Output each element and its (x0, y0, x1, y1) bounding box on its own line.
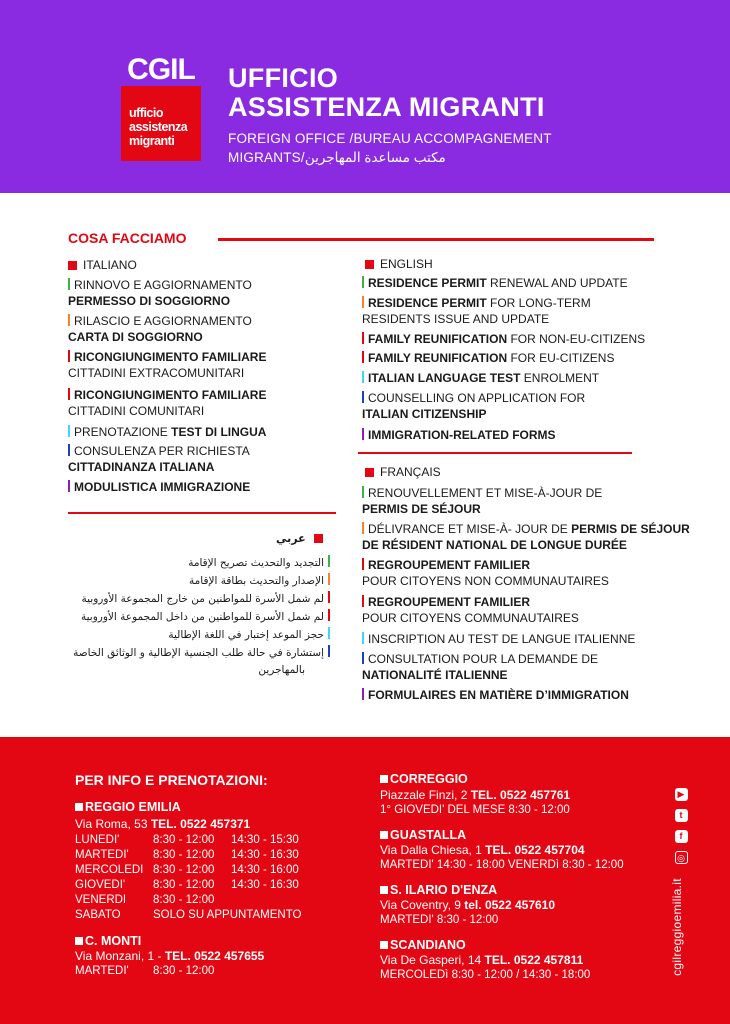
item-text: RILASCIO E AGGIORNAMENTO (74, 314, 252, 328)
item-text: PRENOTAZIONE (74, 425, 168, 439)
item-text: RENOUVELLEMENT ET MISE-À-JOUR DE (368, 486, 603, 500)
list-item (362, 371, 599, 387)
page-subtitle (228, 129, 552, 167)
list-item-continuation (258, 662, 305, 679)
schedule-row (75, 893, 301, 908)
item-text: POUR CITOYENS NON COMMUNAUTAIRES (362, 573, 609, 588)
lang-label: FRANÇAIS (380, 465, 441, 479)
schedule-row (75, 908, 301, 923)
phone-number[interactable]: tel. 0522 457610 (464, 898, 556, 912)
divider (358, 452, 632, 454)
list-item (82, 591, 331, 608)
title-line-2: ASSISTENZA MIGRANTI (228, 92, 545, 122)
color-bar (328, 609, 330, 621)
phone-number[interactable]: TEL. 0522 457761 (470, 788, 571, 802)
white-square-icon (380, 941, 388, 949)
list-item (362, 632, 635, 648)
hours-pm: 14:30 - 16:30 (231, 849, 299, 861)
phone-number[interactable]: TEL. 0522 457655 (164, 949, 265, 963)
color-bar (362, 276, 364, 288)
item-text: FOR NON-EU-CITIZENS (507, 332, 646, 346)
day: MARTEDI' (75, 849, 129, 861)
day: VENERDI (75, 894, 127, 906)
section-title: COSA FACCIAMO (68, 230, 187, 246)
lang-header-italiano (68, 258, 137, 272)
logo-line: migranti (129, 134, 175, 148)
facebook-icon[interactable]: f (675, 830, 688, 843)
item-text: بالمهاجرين (258, 664, 305, 676)
list-item (362, 332, 645, 348)
day: SABATO (75, 909, 121, 921)
phone-number[interactable]: TEL. 0522 457704 (485, 843, 585, 857)
hours-pm: 14:30 - 16:30 (231, 879, 299, 891)
item-text: لم شمل الأسرة للمواطنين من داخل المجموعة الأوروبية (81, 611, 324, 623)
red-square-icon (365, 260, 374, 269)
schedule-monti (75, 964, 214, 979)
item-bold-text: FORMULAIRES EN MATIÈRE D’IMMIGRATION (368, 688, 629, 702)
color-bar (362, 652, 364, 664)
list-item (362, 351, 614, 367)
list-item (362, 428, 556, 444)
list-item (68, 388, 266, 419)
list-item (68, 480, 250, 496)
list-item (68, 425, 266, 441)
schedule-row (75, 964, 214, 979)
item-text: DÉLIVRANCE ET MISE-À- JOUR DE (368, 522, 572, 536)
list-item (68, 350, 266, 381)
address (380, 898, 555, 913)
item-text: RESIDENTS ISSUE AND UPDATE (362, 311, 550, 326)
list-item (68, 314, 252, 345)
header-band (0, 0, 730, 193)
location-reggio-emilia (75, 800, 181, 815)
list-item (362, 558, 609, 589)
lang-label: ITALIANO (83, 258, 137, 272)
page-title (228, 64, 545, 122)
red-square-icon (314, 534, 323, 543)
red-square-icon (365, 468, 374, 477)
list-item (362, 652, 598, 683)
list-item (362, 296, 591, 327)
location-correggio (380, 772, 468, 787)
red-square-icon (68, 261, 77, 270)
address-text: Via Roma, 53 (75, 817, 151, 831)
social-icons (672, 788, 690, 864)
color-bar (68, 388, 70, 400)
item-text: FOR EU-CITIZENS (507, 351, 615, 365)
phone-number[interactable]: TEL. 0522 457811 (484, 953, 584, 967)
color-bar (68, 480, 70, 492)
item-bold-text: RESIDENCE PERMIT (368, 296, 487, 310)
lang-header-english (365, 257, 433, 271)
item-bold-text: RICONGIUNGIMENTO FAMILIARE (74, 350, 267, 364)
item-text: إستشارة في حالة طلب الجنسية الإطالية و الوثائق الخاصة (73, 647, 324, 659)
item-bold-text: NATIONALITÉ ITALIENNE (362, 667, 508, 682)
cgil-logo (118, 54, 204, 164)
item-bold-text: ITALIAN LANGUAGE TEST (368, 371, 521, 385)
item-bold-text: RESIDENCE PERMIT (368, 276, 487, 290)
list-item (81, 609, 330, 626)
lang-label: عربي (276, 532, 306, 545)
color-bar (328, 645, 330, 657)
list-item (168, 627, 330, 644)
website-link[interactable]: cgilreggioemilia.it (670, 878, 684, 976)
address (380, 788, 570, 803)
list-item (362, 486, 602, 517)
white-square-icon (380, 831, 388, 839)
location-guastalla (380, 828, 466, 843)
info-heading: PER INFO E PRENOTAZIONI: (75, 772, 268, 788)
address-text: Via Coventry, 9 (380, 898, 465, 912)
day: MARTEDI' (75, 965, 129, 977)
color-bar (362, 632, 364, 644)
address-text: Via Dalla Chiesa, 1 (380, 843, 486, 857)
list-item (188, 555, 330, 572)
list-item (68, 278, 252, 309)
logo-line: ufficio (129, 106, 163, 120)
list-item (73, 645, 330, 662)
schedule-row (75, 833, 301, 848)
color-bar (362, 522, 364, 534)
color-bar (362, 558, 364, 570)
color-bar (68, 278, 70, 290)
item-bold-text: CITTADINANZA ITALIANA (68, 459, 215, 474)
hours: 1° GIOVEDI' DEL MESE 8:30 - 12:00 (380, 804, 570, 816)
location-name: REGGIO EMILIA (85, 800, 181, 814)
location-name: CORREGGIO (390, 772, 468, 786)
item-bold-text: ITALIAN CITIZENSHIP (362, 406, 487, 421)
list-item (362, 688, 629, 704)
schedule-reggio (75, 833, 301, 923)
address (380, 953, 583, 968)
item-text: CONSULTATION POUR LA DEMANDE DE (368, 652, 599, 666)
logo-red-box (121, 86, 201, 161)
white-square-icon (380, 775, 388, 783)
instagram-icon[interactable]: ◎ (675, 851, 688, 864)
logo-line: assistenza (129, 120, 188, 134)
color-bar (362, 688, 364, 700)
item-text: RINNOVO E AGGIORNAMENTO (74, 278, 252, 292)
hours-am: 8:30 - 12:00 (153, 849, 215, 861)
color-bar (328, 555, 330, 567)
item-text: CITTADINI COMUNITARI (68, 403, 205, 418)
hours: MARTEDI' 8:30 - 12:00 (380, 914, 499, 926)
color-bar (362, 332, 364, 344)
location-name: S. ILARIO D'ENZA (390, 883, 498, 897)
subtitle-line-1: FOREIGN OFFICE /BUREAU ACCOMPAGNEMENT (228, 131, 552, 146)
color-bar (328, 573, 330, 585)
item-bold-text: CARTA DI SOGGIORNO (68, 329, 203, 344)
item-bold-text: REGROUPEMENT FAMILIER (368, 558, 531, 572)
item-bold-text: DE RÉSIDENT NATIONAL DE LONGUE DURÉE (362, 537, 627, 552)
color-bar (68, 425, 70, 437)
item-text: INSCRIPTION AU TEST DE LANGUE ITALIENNE (368, 632, 636, 646)
subtitle-line-2: MIGRANTS/مكتب مساعدة المهاجرين (228, 150, 446, 165)
schedule-row (75, 848, 301, 863)
schedule-row (75, 878, 301, 893)
color-bar (362, 296, 364, 308)
divider (68, 512, 336, 514)
hours-am: 8:30 - 12:00 (153, 864, 215, 876)
day: GIOVEDI' (75, 879, 126, 891)
twitter-icon[interactable]: t (675, 809, 688, 822)
lang-header-francais (365, 465, 441, 479)
item-text: COUNSELLING ON APPLICATION FOR (368, 391, 586, 405)
day: LUNEDI' (75, 834, 120, 846)
info-band (0, 737, 730, 1024)
address-text: Via Monzani, 1 - (75, 949, 165, 963)
hours-pm: 14:30 - 15:30 (231, 834, 299, 846)
item-bold-text: REGROUPEMENT FAMILIER (368, 595, 531, 609)
list-item (362, 522, 690, 553)
item-text: POUR CITOYENS COMMUNAUTAIRES (362, 610, 579, 625)
color-bar (362, 391, 364, 403)
hours: MERCOLEDì 8:30 - 12:00 / 14:30 - 18:00 (380, 969, 591, 981)
item-text: CONSULENZA PER RICHIESTA (74, 444, 250, 458)
color-bar (328, 591, 330, 603)
day: MERCOLEDI (75, 864, 144, 876)
list-item (189, 573, 330, 590)
list-item (68, 444, 250, 475)
item-bold-text: PERMESSO DI SOGGIORNO (68, 293, 231, 308)
section-title-rule (218, 238, 654, 241)
color-bar (68, 350, 70, 362)
hours-pm: 14:30 - 16:00 (231, 864, 299, 876)
hours: MARTEDI' 14:30 - 18:00 VENERDì 8:30 - 12:00 (380, 859, 624, 871)
lang-header-arabic (276, 532, 323, 545)
logo-text: CGIL (127, 53, 195, 86)
address (75, 949, 264, 964)
hours-am: 8:30 - 12:00 (153, 894, 215, 906)
schedule-row (75, 863, 301, 878)
item-bold-text: FAMILY REUNIFICATION (368, 351, 508, 365)
list-item (362, 276, 628, 292)
phone-number[interactable]: TEL. 0522 457371 (150, 817, 251, 831)
location-s-ilario (380, 883, 497, 898)
list-item (362, 391, 585, 422)
address-text: Via De Gasperi, 14 (380, 953, 485, 967)
location-name: SCANDIANO (390, 938, 466, 952)
color-bar (362, 428, 364, 440)
item-text: RENEWAL AND UPDATE (486, 276, 628, 290)
item-bold-text: PERMIS DE SÉJOUR (571, 522, 690, 536)
item-bold-text: PERMIS DE SÉJOUR (362, 501, 481, 516)
address-text: Piazzale Finzi, 2 (380, 788, 471, 802)
hours-note: SOLO SU APPUNTAMENTO (153, 909, 302, 921)
item-text: ENROLMENT (520, 371, 600, 385)
youtube-icon[interactable]: ▶ (675, 788, 688, 801)
list-item (362, 595, 579, 626)
item-text: CITTADINI EXTRACOMUNITARI (68, 365, 245, 380)
hours-am: 8:30 - 12:00 (153, 879, 215, 891)
hours-am: 8:30 - 12:00 (153, 965, 215, 977)
location-c-monti (75, 934, 141, 949)
item-bold-text: FAMILY REUNIFICATION (368, 332, 508, 346)
item-text: حجز الموعد إختبار في اللغة الإطالية (168, 629, 324, 641)
color-bar (362, 351, 364, 363)
address (380, 843, 585, 858)
location-name: C. MONTI (85, 934, 142, 948)
item-bold-text: TEST DI LINGUA (171, 425, 267, 439)
color-bar (328, 627, 330, 639)
item-text: FOR LONG-TERM (486, 296, 591, 310)
lang-label: ENGLISH (380, 257, 433, 271)
item-text: لم شمل الأسرة للمواطنين من خارج المجموعة الأوروبية (81, 593, 324, 605)
item-bold-text: RICONGIUNGIMENTO FAMILIARE (74, 388, 267, 402)
color-bar (362, 595, 364, 607)
address (75, 817, 250, 832)
item-text: التجديد والتحديث تصريح الإقامة (188, 557, 324, 569)
color-bar (362, 486, 364, 498)
item-bold-text: MODULISTICA IMMIGRAZIONE (74, 480, 251, 494)
item-bold-text: IMMIGRATION-RELATED FORMS (368, 428, 556, 442)
white-square-icon (75, 803, 83, 811)
color-bar (68, 444, 70, 456)
location-name: GUASTALLA (390, 828, 467, 842)
white-square-icon (380, 886, 388, 894)
color-bar (68, 314, 70, 326)
color-bar (362, 371, 364, 383)
hours-am: 8:30 - 12:00 (153, 834, 215, 846)
title-line-1: UFFICIO (228, 63, 339, 93)
item-text: الإصدار والتحديث بطاقة الإقامة (189, 575, 324, 587)
white-square-icon (75, 937, 83, 945)
location-scandiano (380, 938, 466, 953)
